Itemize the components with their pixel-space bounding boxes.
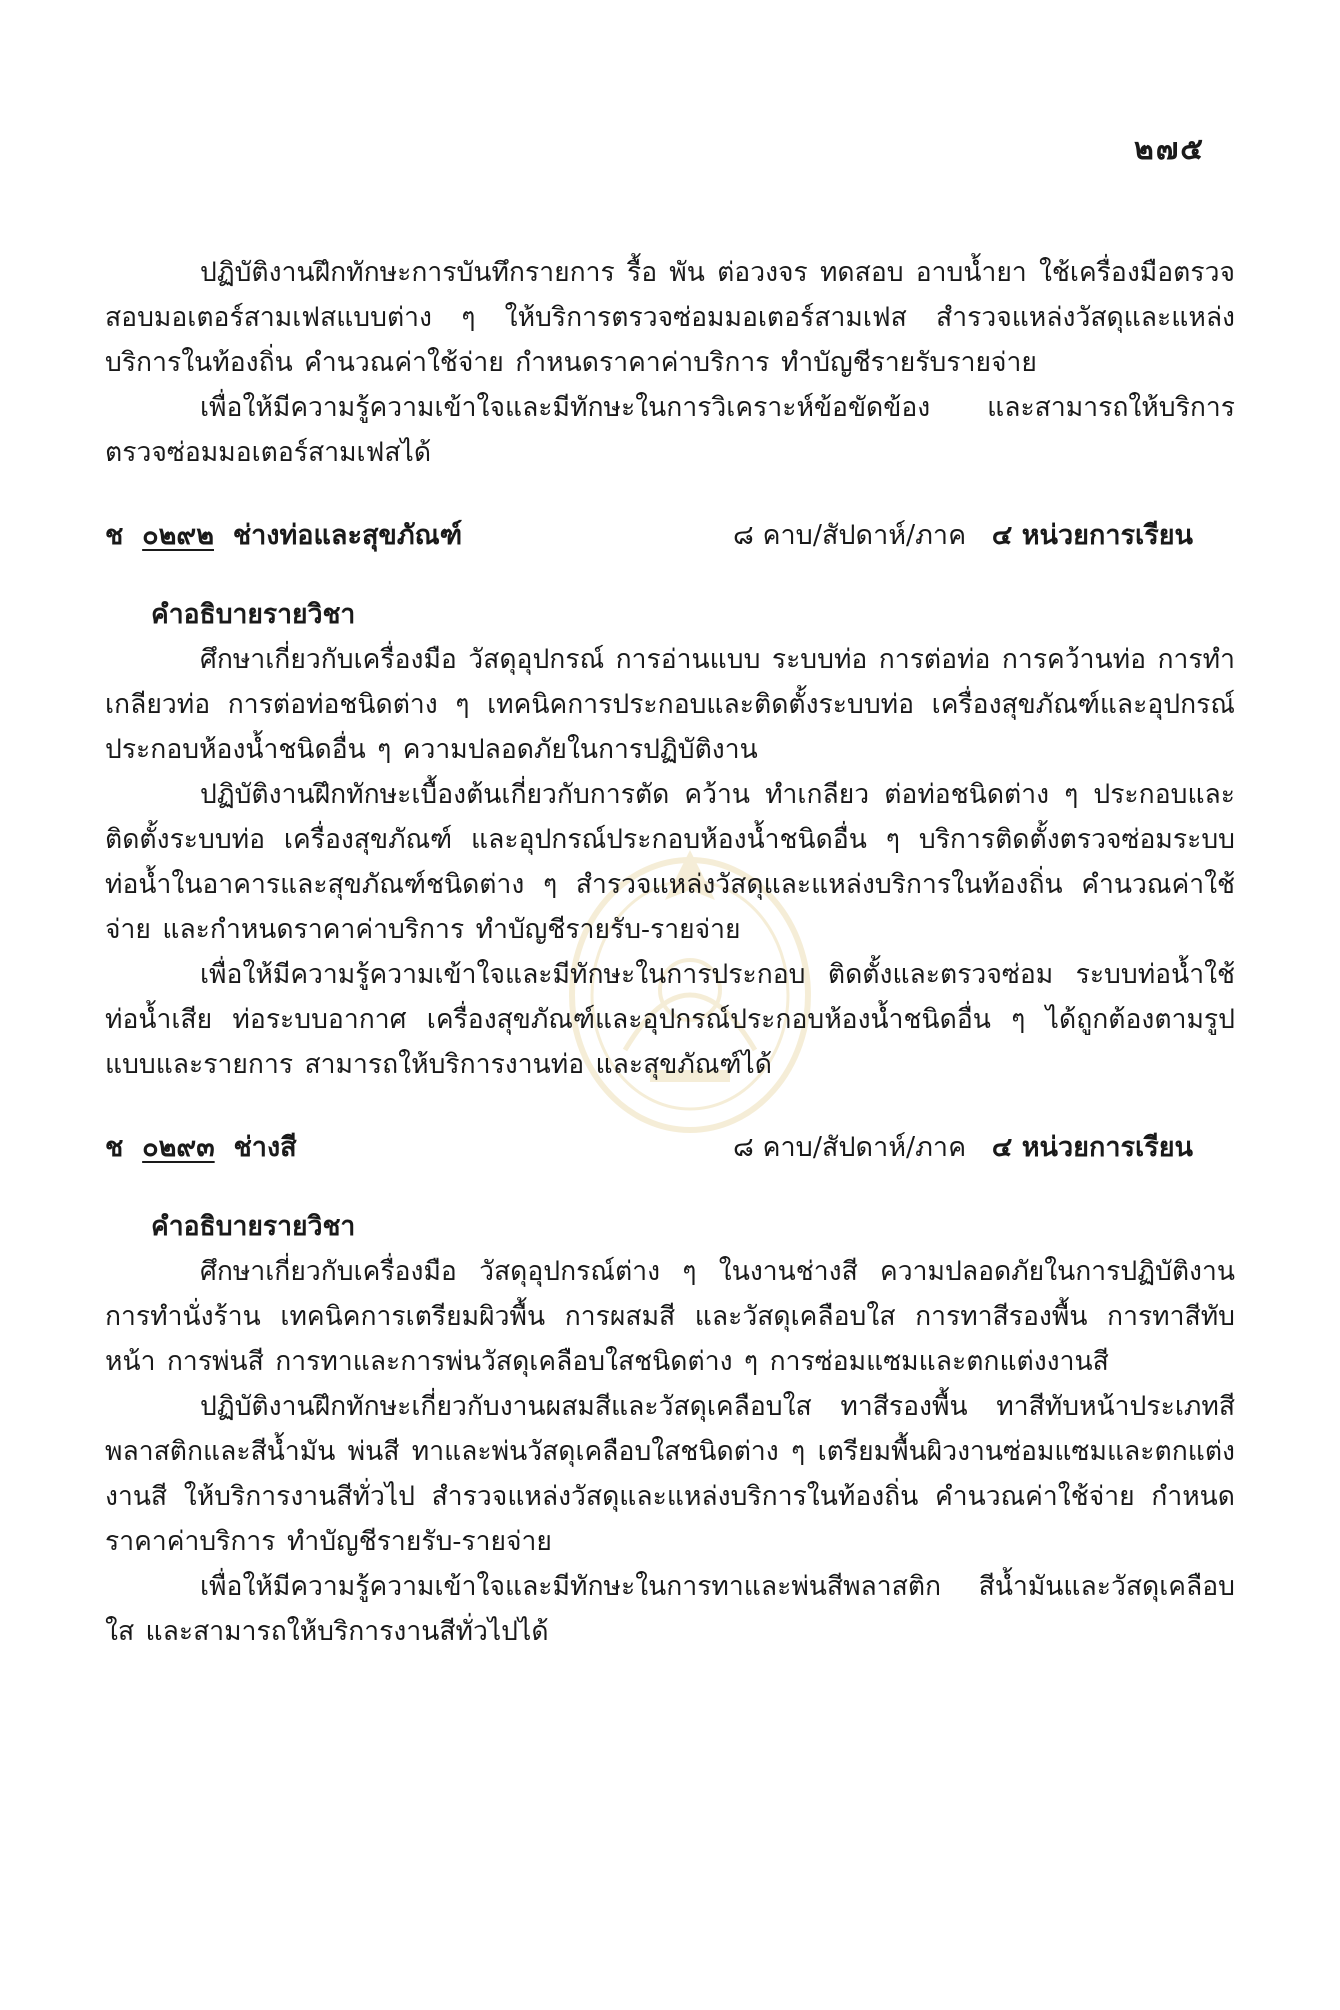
course-code: ๐๒๙๒ <box>142 520 214 551</box>
course-credits: ๔ หน่วยการเรียน <box>991 520 1193 551</box>
course-plumbing <box>105 513 1235 1087</box>
course-load <box>733 513 1193 556</box>
description-paragraph: ปฏิบัติงานฝึกทักษะเบื้องต้นเกี่ยวกับการตัด คว้าน ทำเกลียว ต่อท่อชนิดต่าง ๆ ประกอบและติดตั้งระบบท่อ เครื่องสุขภัณฑ์ และอุปกรณ์ประกอบห้องน้ำชนิดอื่น ๆ บริการติดตั้งตรวจซ่อมระบบท่อน้ำในอาคารและสุขภัณฑ์ชนิดต่าง ๆ สำรวจแหล่งวัสดุและแหล่งบริการในท้องถิ่น คำนวณค่าใช้จ่าย และกำหนดราคาค่าบริการ ทำบัญชีรายรับ-รายจ่าย <box>105 779 1235 945</box>
course-credits: ๔ หน่วยการเรียน <box>991 1132 1193 1163</box>
course-title <box>105 1125 297 1168</box>
description-paragraph: เพื่อให้มีความรู้ความเข้าใจและมีทักษะในการทาและพ่นสีพลาสติก สีน้ำมันและวัสดุเคลือบใส และสามารถให้บริการงานสีทั่วไปได้ <box>105 1571 1235 1647</box>
course-header <box>105 1125 1235 1168</box>
intro-paragraph: เพื่อให้มีความรู้ความเข้าใจและมีทักษะในการวิเคราะห์ข้อขัดข้อง และสามารถให้บริการตรวจซ่อมมอเตอร์สามเฟสได้ <box>105 392 1235 468</box>
course-name: ช่างสี <box>233 1132 297 1163</box>
course-code: ๐๒๙๓ <box>142 1132 215 1163</box>
course-hours: ๘ คาบ/สัปดาห์/ภาค <box>733 520 967 551</box>
intro-section <box>105 250 1235 475</box>
document-body <box>105 250 1235 1654</box>
intro-paragraph: ปฏิบัติงานฝึกทักษะการบันทึกรายการ รื้อ พัน ต่อวงจร ทดสอบ อาบน้ำยา ใช้เครื่องมือตรวจสอบมอเตอร์สามเฟสแบบต่าง ๆ ให้บริการตรวจซ่อมมอเตอร์สามเฟส สำรวจแหล่งวัสดุและแหล่งบริการในท้องถิ่น คำนวณค่าใช้จ่าย กำหนดราคาค่าบริการ ทำบัญชีรายรับรายจ่าย <box>105 257 1235 378</box>
description-paragraph: ศึกษาเกี่ยวกับเครื่องมือ วัสดุอุปกรณ์ต่าง ๆ ในงานช่างสี ความปลอดภัยในการปฏิบัติงาน การทำนั่งร้าน เทคนิคการเตรียมผิวพื้น การผสมสี และวัสดุเคลือบใส การทาสีรองพื้น การทาสีทับหน้า การพ่นสี การทาและการพ่นวัสดุเคลือบใสชนิดต่าง ๆ การซ่อมแซมและตกแต่งงานสี <box>105 1256 1235 1377</box>
course-hours: ๘ คาบ/สัปดาห์/ภาค <box>733 1132 967 1163</box>
course-load <box>733 1125 1193 1168</box>
page-number: ๒๗๕ <box>1133 132 1205 167</box>
description-title: คำอธิบายรายวิชา <box>151 599 356 630</box>
description-title: คำอธิบายรายวิชา <box>151 1211 356 1242</box>
course-name: ช่างท่อและสุขภัณฑ์ <box>232 520 463 551</box>
course-title <box>105 513 462 556</box>
description-paragraph: เพื่อให้มีความรู้ความเข้าใจและมีทักษะในการประกอบ ติดตั้งและตรวจซ่อม ระบบท่อน้ำใช้ท่อน้ำเสีย ท่อระบบอากาศ เครื่องสุขภัณฑ์และอุปกรณ์ประกอบห้องน้ำชนิดอื่น ๆ ได้ถูกต้องตามรูปแบบและรายการ สามารถให้บริการงานท่อ และสุขภัณฑ์ได้ <box>105 959 1235 1080</box>
course-prefix: ช <box>105 1132 124 1163</box>
description-paragraph: ปฏิบัติงานฝึกทักษะเกี่ยวกับงานผสมสีและวัสดุเคลือบใส ทาสีรองพื้น ทาสีทับหน้าประเภทสีพลาสติกและสีน้ำมัน พ่นสี ทาและพ่นวัสดุเคลือบใสชนิดต่าง ๆ เตรียมพื้นผิวงานซ่อมแซมและตกแต่งงานสี ให้บริการงานสีทั่วไป สำรวจแหล่งวัสดุและแหล่งบริการในท้องถิ่น คำนวณค่าใช้จ่าย กำหนดราคาค่าบริการ ทำบัญชีรายรับ-รายจ่าย <box>105 1391 1235 1557</box>
description-paragraph: ศึกษาเกี่ยวกับเครื่องมือ วัสดุอุปกรณ์ การอ่านแบบ ระบบท่อ การต่อท่อ การคว้านท่อ การทำเกลียวท่อ การต่อท่อชนิดต่าง ๆ เทคนิคการประกอบและติดตั้งระบบท่อ เครื่องสุขภัณฑ์และอุปกรณ์ประกอบห้องน้ำชนิดอื่น ๆ ความปลอดภัยในการปฏิบัติงาน <box>105 644 1235 765</box>
course-painting <box>105 1125 1235 1654</box>
course-prefix: ช <box>105 520 124 551</box>
course-header <box>105 513 1235 556</box>
